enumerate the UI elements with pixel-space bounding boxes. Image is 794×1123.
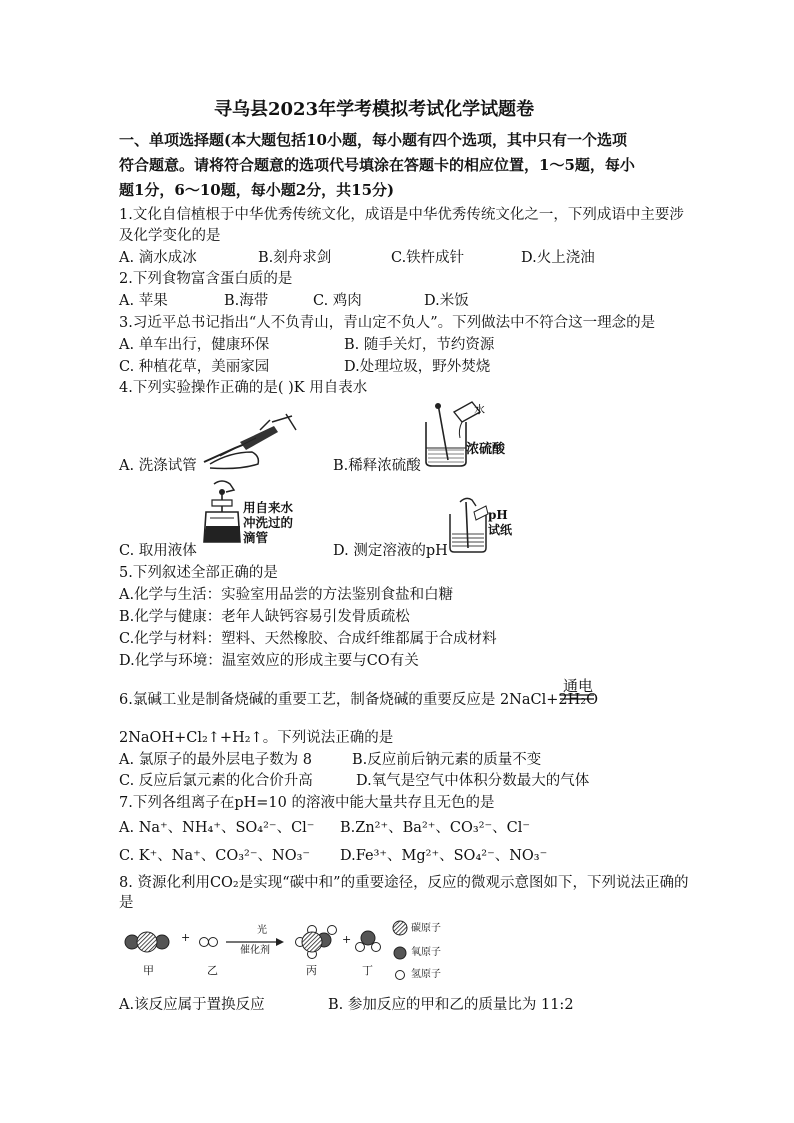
q6-option-d: D.氧气是空气中体积分数最大的气体: [356, 773, 590, 789]
q2-option-b: B.海带: [224, 293, 269, 309]
q2-option-c: C. 鸡肉: [313, 293, 362, 309]
q1-stem-1: 1.文化自信植根于中华优秀传统文化，成语是中华优秀传统文化之一，下列成语中主要涉: [119, 207, 684, 223]
q3-option-d: D.处理垃圾，野外焚烧: [344, 359, 491, 375]
q3-option-b: B. 随手关灯，节约资源: [344, 337, 495, 353]
q4-stem: 4.下列实验操作正确的是( )K 用自表水: [119, 380, 368, 396]
page-title: 寻乌县2023年学考模拟考试化学试题卷: [214, 99, 535, 120]
q5-option-c: C.化学与材料：塑料、天然橡胶、合成纤维都属于合成材料: [119, 631, 497, 647]
label-test-paper: 试纸: [488, 523, 513, 537]
q4-option-d: D. 测定溶液的pH: [333, 543, 448, 559]
label-ph: pH: [488, 508, 508, 522]
q6-option-c: C. 反应后氯元素的化合价升高: [119, 773, 313, 789]
q6-stem-2: 2NaOH+Cl₂↑+H₂↑。下列说法正确的是: [119, 730, 394, 746]
q2-option-d: D.米饭: [424, 293, 469, 309]
q3-option-c: C. 种植花草，美丽家园: [119, 359, 270, 375]
q1-stem-2: 及化学变化的是: [119, 228, 221, 244]
ph-test-beaker-illustration: [446, 496, 490, 554]
q7-option-a: A. Na⁺、NH₄⁺、SO₄²⁻、Cl⁻: [119, 820, 315, 836]
label-dropper-2: 冲洗过的: [243, 515, 294, 530]
q6-option-b: B.反应前后钠元素的质量不变: [352, 752, 542, 768]
q4-option-c: C. 取用液体: [119, 543, 197, 559]
label-catalyst: 催化剂: [240, 945, 270, 956]
q3-option-a: A. 单车出行，健康环保: [119, 337, 270, 353]
q5-option-d: D.化学与环境：温室效应的形成主要与CO有关: [119, 653, 419, 669]
q3-stem: 3.习近平总书记指出“人不负青山，青山定不负人”。下列做法中不符合这一理念的是: [119, 315, 656, 331]
q8-option-a: A.该反应属于置换反应: [119, 997, 265, 1013]
dropper-bottle-illustration: [200, 478, 248, 546]
q6-option-a: A. 氯原子的最外层电子数为 8: [119, 752, 313, 768]
plus-sign-1: +: [181, 931, 191, 944]
legend-oxygen-atom: 氧原子: [411, 947, 441, 958]
q2-option-a: A. 苹果: [119, 293, 168, 309]
label-water: 水: [474, 403, 485, 416]
q1-option-a: A. 滴水成冰: [119, 250, 197, 266]
q8-stem-2: 是: [119, 895, 134, 911]
section-header-line-2: 符合题意。请将符合题意的选项代号填涂在答题卡的相应位置，1～5题，每小: [119, 156, 635, 174]
label-conc-acid: 浓硫酸: [466, 442, 506, 457]
section-header-line-3: 题1分，6～10题，每小题2分，共15分): [119, 181, 395, 199]
q7-option-d: D.Fe³⁺、Mg²⁺、SO₄²⁻、NO₃⁻: [340, 848, 548, 864]
q6-stem-1: 6.氯碱工业是制备烧碱的重要工艺，制备烧碱的重要反应是 2NaCl+2H₂O: [119, 692, 598, 708]
label-yi: 乙: [207, 964, 218, 977]
q8-option-b: B. 参加反应的甲和乙的质量比为 11:2: [328, 997, 574, 1013]
q2-stem: 2.下列食物富含蛋白质的是: [119, 271, 293, 287]
q1-option-d: D.火上浇油: [521, 250, 595, 266]
legend-hydrogen-atom: 氢原子: [411, 969, 441, 980]
q5-option-b: B.化学与健康：老年人缺钙容易引发骨质疏松: [119, 609, 410, 625]
q1-option-b: B.刻舟求剑: [258, 250, 332, 266]
plus-sign-2: +: [342, 933, 352, 946]
q5-option-a: A.化学与生活：实验室用品尝的方法鉴别食盐和白糖: [119, 587, 454, 603]
label-ding: 丁: [362, 964, 373, 977]
wash-test-tube-illustration: [200, 412, 300, 472]
q5-stem: 5.下列叙述全部正确的是: [119, 565, 278, 581]
label-bing: 丙: [306, 964, 317, 977]
q7-option-c: C. K⁺、Na⁺、CO₃²⁻、NO₃⁻: [119, 848, 311, 864]
q8-stem-1: 8. 资源化利用CO₂是实现“碳中和”的重要途径，反应的微观示意图如下，下列说法正确的: [119, 875, 689, 891]
q7-option-b: B.Zn²⁺、Ba²⁺、CO₃²⁻、Cl⁻: [340, 820, 531, 836]
label-light: 光: [257, 925, 267, 936]
label-dropper-3: 滴管: [243, 530, 269, 545]
reaction-equal-sign: [560, 694, 596, 700]
q4-option-b: B.稀释浓硫酸: [333, 458, 421, 474]
micro-reaction-diagram: [118, 918, 458, 984]
q7-stem: 7.下列各组离子在pH=10 的溶液中能大量共存且无色的是: [119, 795, 495, 811]
q4-option-a: A. 洗涤试管: [119, 458, 197, 474]
legend-carbon-atom: 碳原子: [411, 923, 441, 934]
q1-option-c: C.铁杵成针: [391, 250, 465, 266]
q6-condition: 通电: [563, 677, 594, 695]
label-jia: 甲: [143, 964, 154, 977]
section-header-line-1: 一、单项选择题(本大题包括10小题，每小题有四个选项，其中只有一个选项: [119, 131, 627, 149]
label-dropper-1: 用自来水: [243, 500, 294, 515]
